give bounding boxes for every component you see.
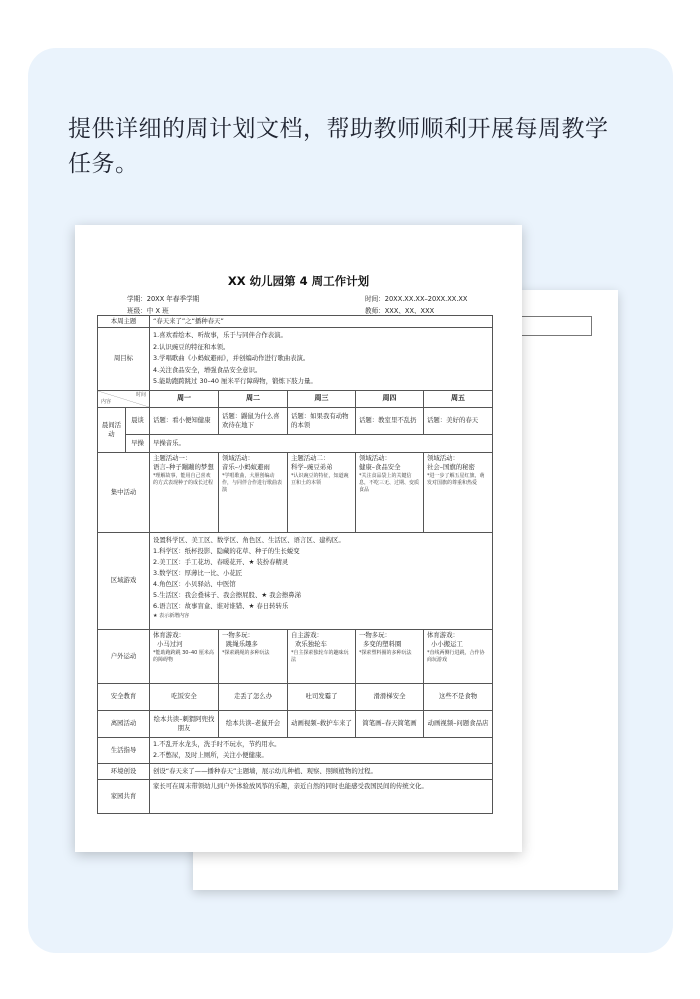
document-title: XX 幼儿园第 4 周工作计划 xyxy=(227,274,370,288)
leave-cell: 简笔画–春天简笔画 xyxy=(356,710,424,737)
day-header: 周二 xyxy=(219,390,288,407)
focus-head: 领域活动： xyxy=(427,453,459,462)
outdoor-label: 户外运动 xyxy=(98,629,150,683)
leave-cell: 动画视频–问题食品店 xyxy=(424,710,493,737)
life-row xyxy=(98,737,493,763)
focus-head: 主题活动二： xyxy=(291,453,330,462)
safety-label: 安全教育 xyxy=(98,683,150,710)
headline: 提供详细的周计划文档，帮助教师顺利开展每周教学任务。 xyxy=(68,116,609,177)
leave-cell: 绘本共读–刺猬阿兜找朋友 xyxy=(150,710,219,737)
safety-cell: 吐司发霉了 xyxy=(288,683,356,710)
area-item: 4.角色区：小贝驿站、中医馆 xyxy=(153,579,236,588)
focus-title: 健康–食品安全 xyxy=(359,462,401,471)
area-item: 1.科学区：纸杯投影、隐藏的花草、种子的生长蜕变 xyxy=(153,546,300,555)
life-list xyxy=(150,737,493,763)
day-header: 周五 xyxy=(424,390,493,407)
focus-head: 领域活动： xyxy=(359,453,391,462)
outdoor-head: 自主游戏： xyxy=(291,630,323,639)
life-item: 1.不乱开水龙头，洗手时不玩水，节约用水。 xyxy=(153,740,281,748)
weekly-plan-table xyxy=(97,315,493,814)
focus-note: *学唱歌曲，大胆创编动作，与同伴合作进行歌曲表演 xyxy=(222,472,283,493)
focus-title: 社会–国旗的秘密 xyxy=(427,462,475,471)
area-label: 区域游戏 xyxy=(98,532,150,629)
leave-cell: 动画视频–救护车来了 xyxy=(288,710,356,737)
outdoor-title: 小马过河 xyxy=(157,639,183,648)
day-header: 周四 xyxy=(356,390,424,407)
outdoor-cell xyxy=(424,629,493,683)
morning-talk-cell: 话题：鼹鼠为什么喜欢待在地下 xyxy=(219,407,288,434)
outdoor-note: *探索跳绳的多种玩法 xyxy=(222,649,270,656)
time-content-corner xyxy=(98,390,150,407)
morning-exercise-row xyxy=(98,434,493,452)
outdoor-cell xyxy=(219,629,288,683)
life-item: 2.不憋尿，及时上厕所，关注小便健康。 xyxy=(153,751,268,759)
safety-cell: 这些不是食物 xyxy=(424,683,493,710)
outdoor-title: 跳绳乐趣多 xyxy=(226,639,258,648)
area-list xyxy=(150,532,493,629)
goals-row xyxy=(98,328,493,391)
outdoor-title: 多变的塑料圈 xyxy=(363,639,402,648)
corner-time-label: 时间 xyxy=(135,391,146,398)
theme-row xyxy=(98,316,493,328)
goal-item: 2.认识豌豆的特征和本领。 xyxy=(153,342,230,351)
morning-talk-cell: 话题：教室里不乱扔 xyxy=(356,407,424,434)
outdoor-note: *直线两侧行进跳，合作协商玩游戏 xyxy=(427,649,485,663)
focus-cell xyxy=(219,452,288,532)
morning-talk-cell: 话题：美好的春天 xyxy=(424,407,493,434)
theme-value: “春天来了”之“播种春天” xyxy=(150,316,493,328)
day-header: 周一 xyxy=(150,390,219,407)
morning-talk-row xyxy=(98,407,493,434)
area-item: 5.生活区：我会叠袜子、我会擦屁股、★ 我会擦鼻涕 xyxy=(153,590,302,599)
area-item: 6.语言区：故事盲盒、谁对谁错、★ 春日转转乐 xyxy=(153,601,289,610)
focus-head: 领域活动： xyxy=(222,453,254,462)
focus-cell xyxy=(150,452,219,532)
class-text: 班级：中 X 班 xyxy=(127,307,169,315)
morning-exercise-value: 早操音乐。 xyxy=(150,434,493,452)
environment-value: 创设“春天来了——播种春天”主题墙，展示幼儿种植、观察、照顾植物的过程。 xyxy=(150,763,493,779)
teacher-text: 教师：XXX、XX、XXX xyxy=(365,307,435,315)
focus-label: 集中活动 xyxy=(98,452,150,532)
day-header: 周三 xyxy=(288,390,356,407)
area-note: ★ 表示新增内容 xyxy=(153,612,190,619)
focus-head: 主题活动一： xyxy=(153,453,192,462)
safety-cell: 走丢了怎么办 xyxy=(219,683,288,710)
outdoor-title: 小小搬运工 xyxy=(431,639,463,648)
safety-row xyxy=(98,683,493,710)
focus-title: 音乐–小蚂蚁避雨 xyxy=(222,462,270,471)
outdoor-head: 体育游戏： xyxy=(153,630,185,639)
area-item: 2.美工区：手工花坊、春暖花开、★ 装扮春精灵 xyxy=(153,557,289,566)
goal-item: 3.学唱歌曲《小蚂蚁避雨》，并创编动作进行歌曲表演。 xyxy=(153,354,310,362)
focus-note: *进一步了解五星红旗，萌发对国旗的尊重和热爱 xyxy=(427,472,485,486)
area-item: 设置科学区、美工区、数学区、角色区、生活区、语言区、建构区。 xyxy=(153,535,345,544)
goals-label: 周目标 xyxy=(98,328,150,391)
outdoor-head: 体育游戏： xyxy=(427,630,459,639)
outdoor-cell xyxy=(288,629,356,683)
home-label: 家园共育 xyxy=(98,779,150,813)
focus-note: *关注食品袋上的关键信息，不吃三无、过期、变质食品 xyxy=(359,472,420,493)
morning-talk-cell: 话题：看小便知健康 xyxy=(150,407,219,434)
outdoor-cell xyxy=(356,629,424,683)
outdoor-head: 一物多玩： xyxy=(222,630,254,639)
morning-exercise-label: 早操 xyxy=(126,434,150,452)
focus-title: 语言–种子蹦蹦的梦想 xyxy=(153,462,214,471)
leave-cell: 绘本共读–老鼠开会 xyxy=(219,710,288,737)
leave-row xyxy=(98,710,493,737)
outdoor-row xyxy=(98,629,493,683)
leave-label: 离园活动 xyxy=(98,710,150,737)
semester-text: 学期：20XX 年春季学期 xyxy=(127,295,200,303)
area-row xyxy=(98,532,493,629)
area-item: 3.数学区：厚薄比一比、小花匠 xyxy=(153,568,243,577)
outdoor-note: *自主探索独轮车的趣味玩法 xyxy=(291,649,349,663)
focus-note: *理解故事，能用自己喜欢的方式表现种子的成长过程 xyxy=(153,472,214,486)
front-document-page xyxy=(75,225,522,852)
focus-title: 科学–豌豆弟弟 xyxy=(291,462,333,471)
time-text: 时间：20XX.XX.XX–20XX.XX.XX xyxy=(365,295,468,303)
goal-item: 4.关注食品安全，增强食品安全意识。 xyxy=(153,365,262,374)
outdoor-note: *能助跑跨跳 30–40 厘米高的障碍物 xyxy=(153,649,214,663)
morning-talk-label: 晨谈 xyxy=(126,407,150,434)
outdoor-note: *探索塑料圈的多种玩法 xyxy=(359,649,412,656)
environment-row xyxy=(98,763,493,779)
outdoor-head: 一物多玩： xyxy=(359,630,391,639)
safety-cell: 吃饭安全 xyxy=(150,683,219,710)
days-header-row xyxy=(98,390,493,407)
goal-item: 1.喜欢看绘本、听故事，乐于与同伴合作表演。 xyxy=(153,331,287,339)
morning-label: 晨间活动 xyxy=(98,407,126,452)
outdoor-title: 欢乐独轮车 xyxy=(295,639,327,648)
life-label: 生活指导 xyxy=(98,737,150,763)
goals-list xyxy=(150,328,493,391)
home-value: 家长可在周末带领幼儿到户外体验放风筝的乐趣，亲近自然的同时也能感受我国民间的传统文化。 xyxy=(150,779,493,813)
focus-cell xyxy=(424,452,493,532)
outdoor-cell xyxy=(150,629,219,683)
safety-cell: 滑滑梯安全 xyxy=(356,683,424,710)
morning-talk-cell: 话题：如果我有动物的本领 xyxy=(288,407,356,434)
focus-row xyxy=(98,452,493,532)
environment-label: 环境创设 xyxy=(98,763,150,779)
corner-content-label: 内容 xyxy=(101,398,112,405)
theme-label: 本周主题 xyxy=(98,316,150,328)
focus-cell xyxy=(356,452,424,532)
focus-cell xyxy=(288,452,356,532)
home-row xyxy=(98,779,493,813)
goal-item: 5.能助跑跨跳过 30–40 厘米平行障碍物，锻炼下肢力量。 xyxy=(153,377,317,385)
focus-note: *认识豌豆的特征，知道豌豆和土的本领 xyxy=(291,472,349,486)
